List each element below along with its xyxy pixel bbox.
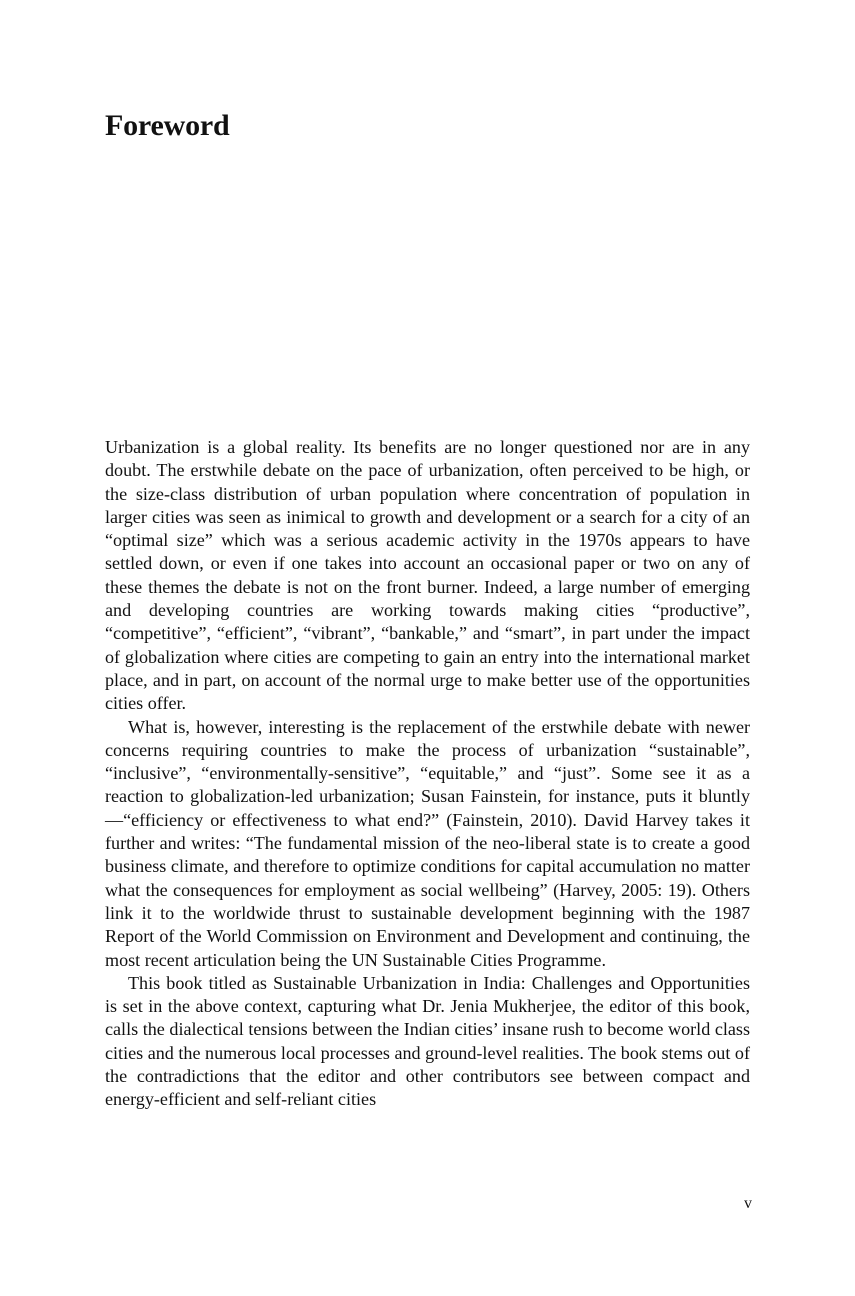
body-text <box>105 436 750 1112</box>
page-title: Foreword <box>105 109 230 142</box>
paragraph-3: This book titled as Sustainable Urbanization in India: Challenges and Opportunities is set in the above context, capturing what Dr. Jenia Mukherjee, the editor of this book, calls the dialectical tensions between the Indian cities’ insane rush to become world class cities and the numerous local processes and ground-level realities. The book stems out of the contradictions that the editor and other contributors see between compact and energy-efficient and self-reliant cities <box>105 972 750 1110</box>
paragraph-2: What is, however, interesting is the replacement of the erstwhile debate with newer concerns requiring countries to make the process of urbanization “sustainable”, “inclusive”, “environmentally-sensitive”, “equitable,” and “just”. Some see it as a reaction to globalization-led urbanization; Susan Fainstein, for instance, puts it bluntly—“efficiency or effectiveness to what end?” (Fainstein, 2010). David Harvey takes it further and writes: “The fundamental mission of the neo-liberal state is to create a good business climate, and therefore to optimize conditions for capital accumulation no matter what the consequences for employment as social wellbeing” (Harvey, 2005: 19). Others link it to the worldwide thrust to sustainable development beginning with the 1987 Report of the World Commission on Environment and Development and continuing, the most recent articulation being the UN Sustainable Cities Programme. <box>105 716 750 970</box>
page-number: v <box>744 1195 752 1212</box>
paragraph-1: Urbanization is a global reality. Its benefits are no longer questioned nor are in any doubt. The erstwhile debate on the pace of urbanization, often perceived to be high, or the size-class distribution of urban population where concentration of population in larger cities was seen as inimical to growth and development or a search for a city of an “optimal size” which was a serious academic activity in the 1970s appears to have settled down, or even if one takes into account an occasional paper or two on any of these themes the debate is not on the front burner. Indeed, a large number of emerging and developing countries are working towards making cities “productive”, “competitive”, “efficient”, “vibrant”, “bankable,” and “smart”, in part under the impact of globalization where cities are competing to gain an entry into the international market place, and in part, on account of the normal urge to make better use of the opportunities cities offer. <box>105 437 750 714</box>
